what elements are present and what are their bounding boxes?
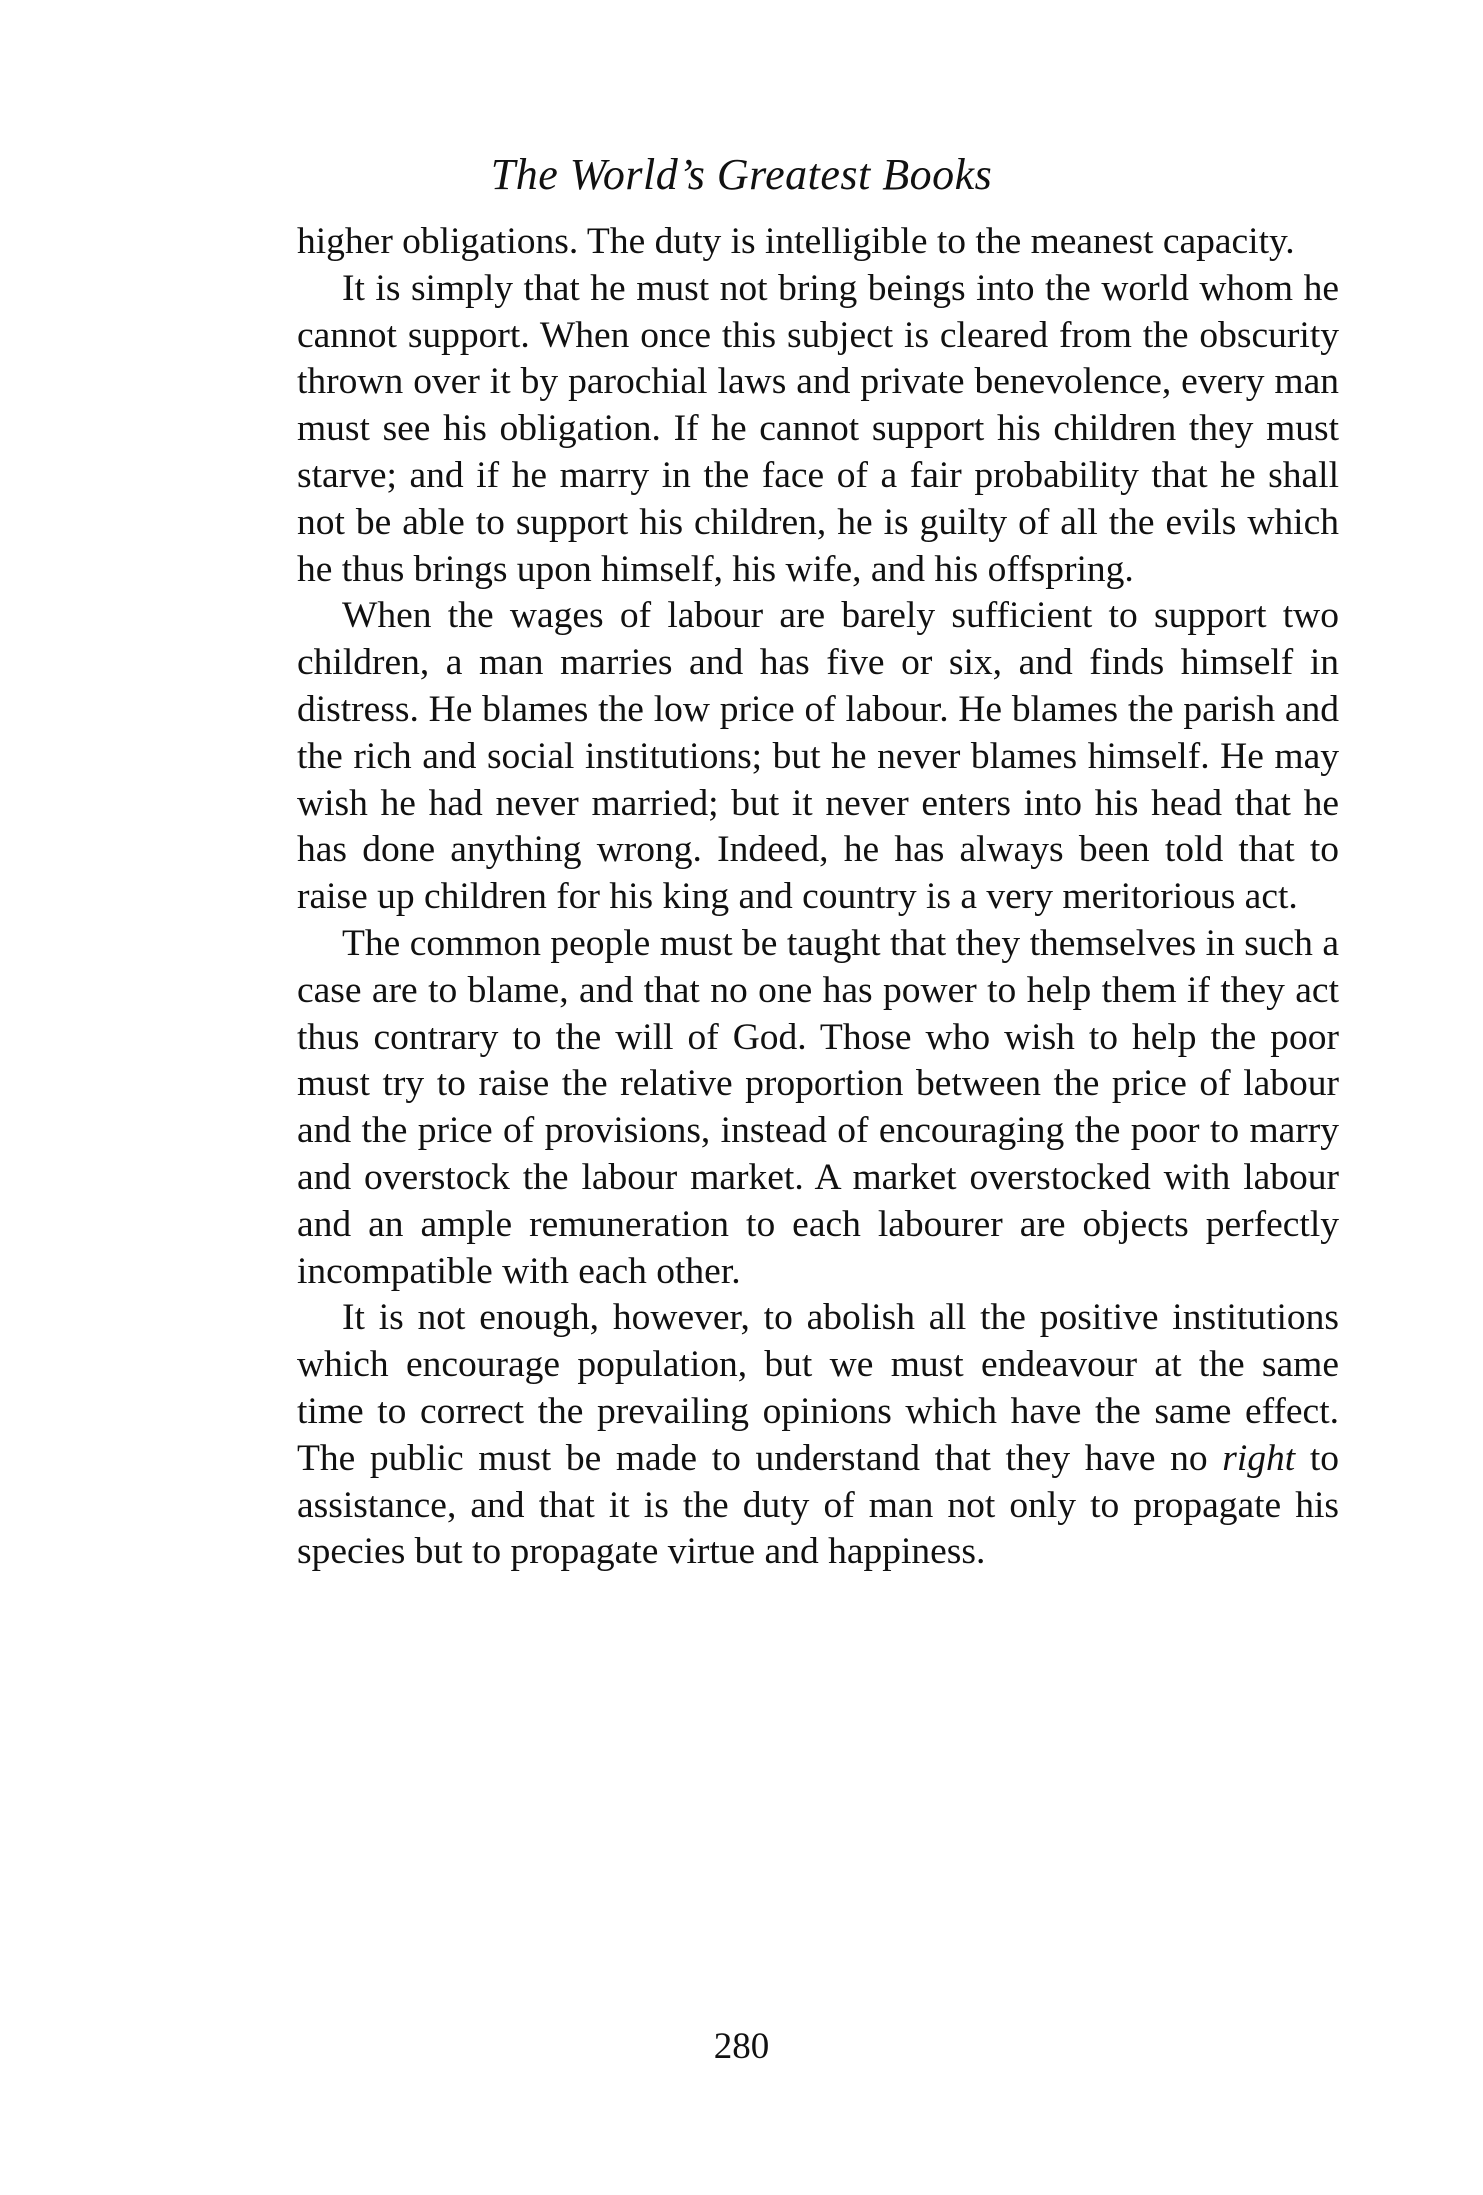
paragraph-text: It is not enough, however, to abolish all the positive institutions which encourage population, but we must endeavour at the same time to correct the prevailing opinions which have the same effect. The public must be made to understand that they have no (297, 1297, 1339, 1479)
paragraph-continued: higher obligations. The duty is intelligible to the meanest capacity. (297, 221, 1295, 262)
paragraph: The common people must be taught that they themselves in such a case are to blame, and that no one has power to help them if they act thus contrary to the will of God. Those who wish to help the poor must try to raise the relative proportion between the price of labour and the price of provisions, instead of encouraging the poor to marry and overstock the labour market. A market overstocked with labour and an ample remuneration to each labourer are objects perfectly incompatible with each other. (297, 922, 1339, 1292)
paragraph (297, 1295, 1339, 1576)
body-text (297, 219, 1339, 1576)
running-head: The World’s Greatest Books (490, 150, 993, 199)
emphasis-word: right (1222, 1437, 1296, 1479)
paragraph: It is simply that he must not bring beings into the world whom he cannot support. When once this subject is cleared from the obscurity thrown over it by parochial laws and private benevolence, every man must see his obligation. If he cannot support his children they must starve; and if he marry in the face of a fair probability that he shall not be able to support his children, he is guilty of all the evils which he thus brings upon himself, his wife, and his offspring. (297, 267, 1339, 590)
paragraph: When the wages of labour are barely sufficient to support two children, a man marries and has five or six, and finds himself in distress. He blames the low price of labour. He blames the parish and the rich and social institutions; but he never blames himself. He may wish he had never married; but it never enters into his head that he has done anything wrong. Indeed, he has always been told that to raise up children for his king and country is a very meritorious act. (297, 595, 1339, 918)
page-number: 280 (713, 2026, 770, 2067)
paragraph-text: to assistance, and that it is the duty of man not only to propagate his species but to propagate virtue and happiness. (297, 1437, 1339, 1573)
